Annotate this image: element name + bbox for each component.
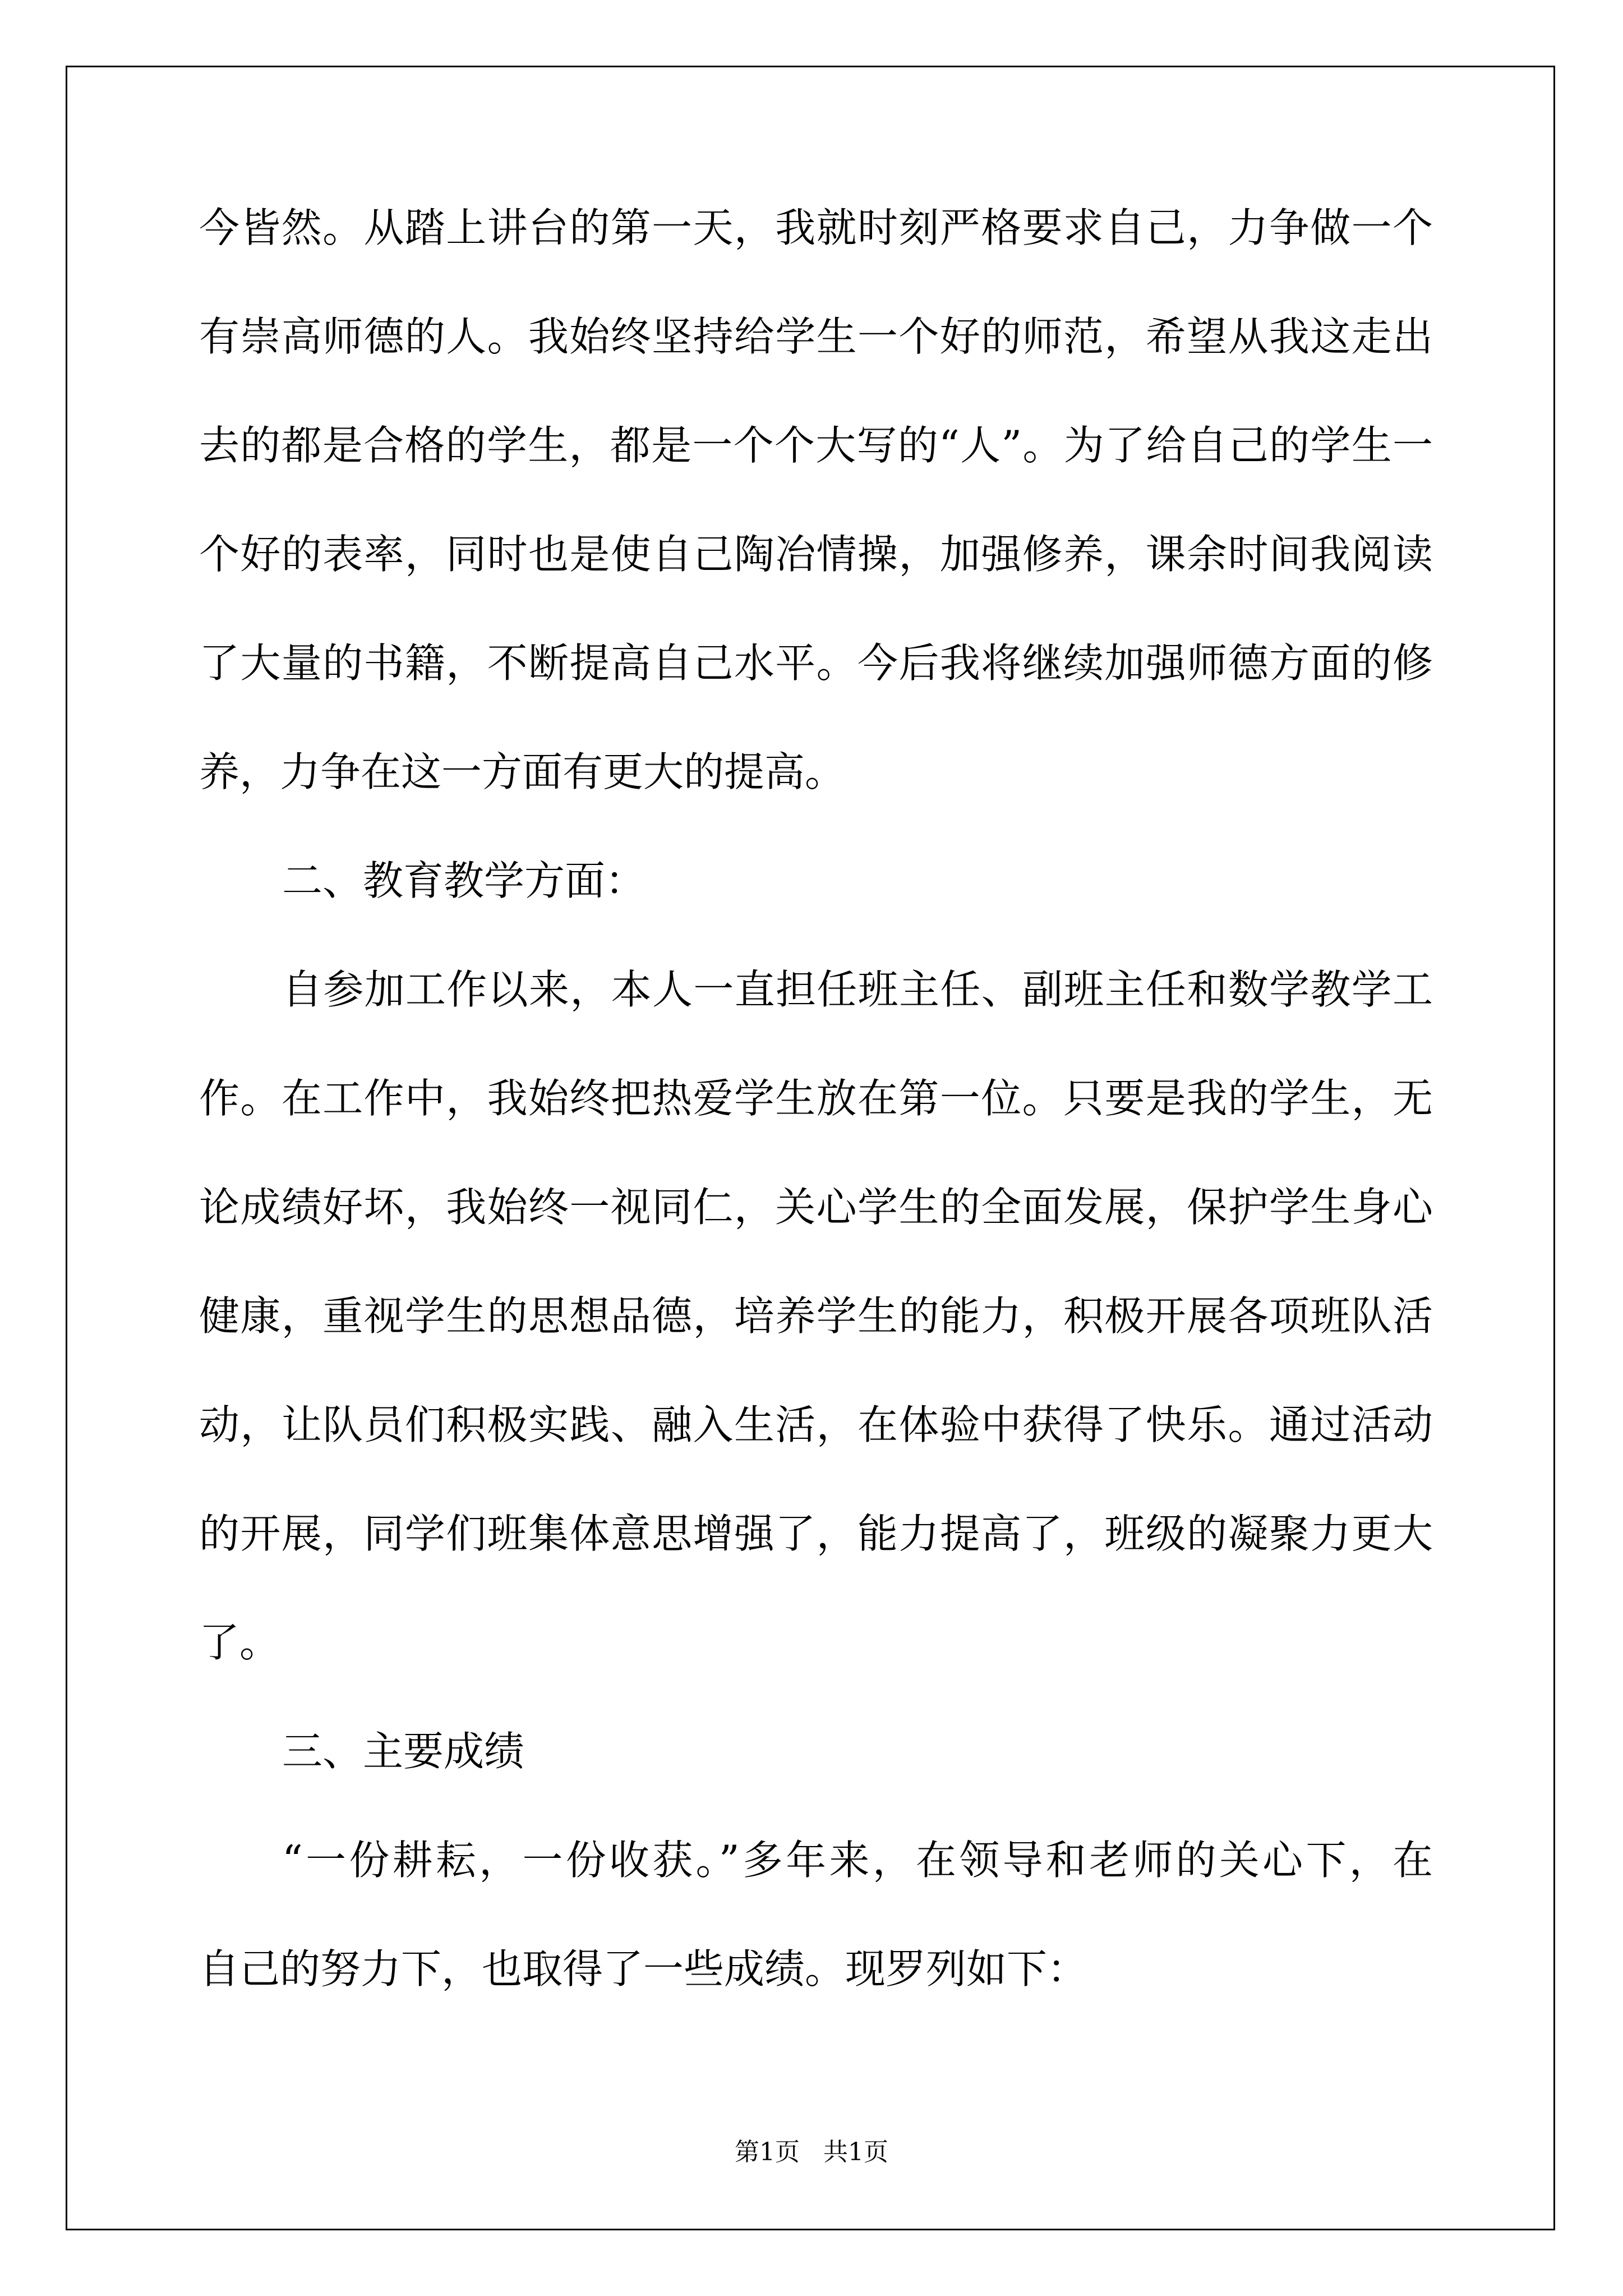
- text-line: 个好的表率，同时也是使自己陶冶情操，加强修养，课余时间我阅读: [199, 531, 1433, 578]
- text-line: “一份耕耘，一份收获。”多年来，在领导和老师的关心下，在: [282, 1837, 1433, 1884]
- text-line: 作。在工作中，我始终把热爱学生放在第一位。只要是我的学生，无: [199, 1075, 1433, 1122]
- text-line: 去的都是合格的学生，都是一个个大写的“人”。为了给自己的学生一: [199, 422, 1433, 469]
- text-line: 今皆然。从踏上讲台的第一天，我就时刻严格要求自己，力争做一个: [199, 204, 1433, 251]
- text-line: 自己的努力下，也取得了一些成绩。现罗列如下：: [199, 1945, 1088, 1993]
- text-line: 养，力争在这一方面有更大的提高。: [199, 748, 846, 795]
- text-line: 自参加工作以来，本人一直担任班主任、副班主任和数学教学工: [282, 966, 1433, 1013]
- page-footer: 第1页 共1页: [735, 2138, 888, 2166]
- text-line: 的开展，同学们班集体意思增强了，能力提高了，班级的凝聚力更大: [199, 1510, 1433, 1557]
- text-line: 有崇高师德的人。我始终坚持给学生一个好的师范，希望从我这走出: [199, 313, 1433, 360]
- text-line: 健康，重视学生的思想品德，培养学生的能力，积极开展各项班队活: [199, 1292, 1433, 1340]
- text-line: 动，让队员们积极实践、融入生活，在体验中获得了快乐。通过活动: [199, 1401, 1433, 1448]
- text-line: 了大量的书籍，不断提高自己水平。今后我将继续加强师德方面的修: [199, 639, 1433, 687]
- page-border: [66, 66, 1555, 2230]
- section-heading: 二、教育教学方面：: [282, 857, 646, 904]
- text-line: 了。: [199, 1619, 280, 1666]
- text-line: 论成绩好坏，我始终一视同仁，关心学生的全面发展，保护学生身心: [199, 1184, 1433, 1231]
- section-heading: 三、主要成绩: [282, 1728, 525, 1775]
